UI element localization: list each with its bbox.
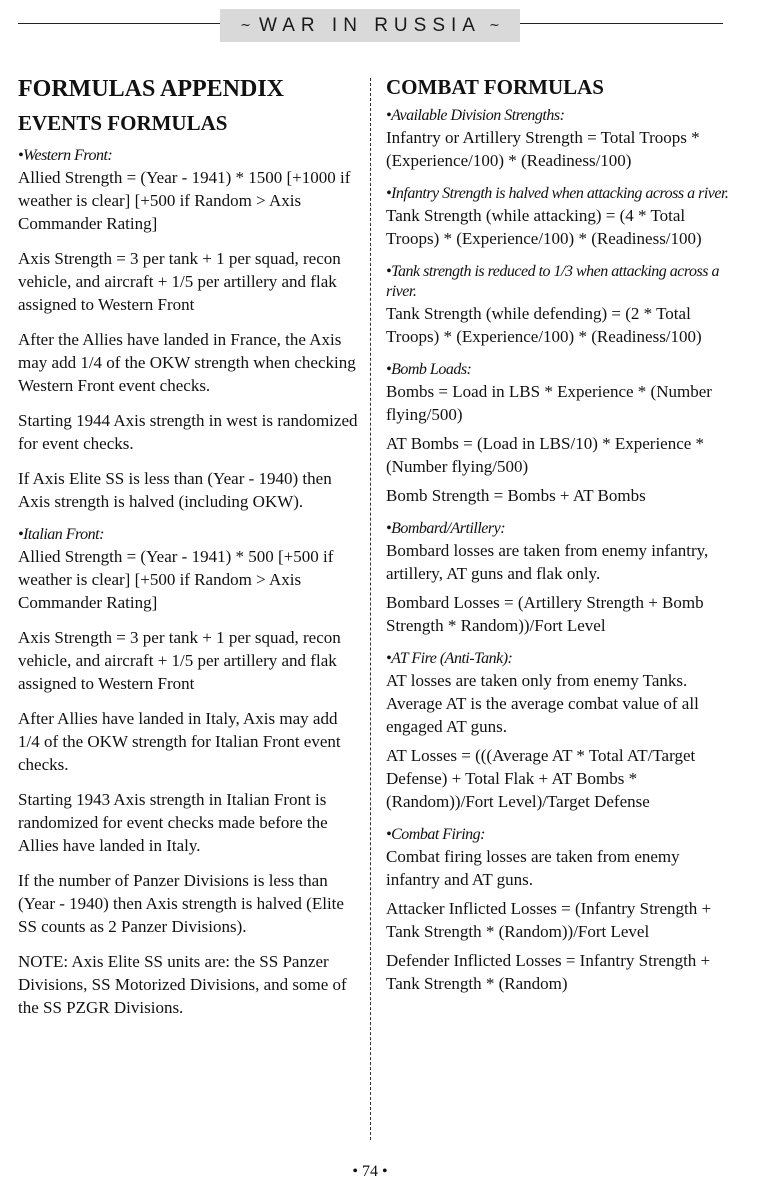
right-column [386, 74, 731, 1007]
combat-firing-heading: •Combat Firing: [386, 826, 485, 843]
bombard-losses-formula: Bombard Losses = (Artillery Strength + Bomb Strength * Random))/Fort Level [386, 593, 704, 635]
italian-front-section [18, 525, 363, 1019]
western-elite-ss-note: If Axis Elite SS is less than (Year - 1940) then Axis strength is halved (including OKW). [18, 469, 332, 511]
bomb-strength-formula: Bomb Strength = Bombs + AT Bombs [386, 486, 646, 505]
italian-okw-note: After Allies have landed in Italy, Axis may add 1/4 of the OKW strength for Italian Front event checks. [18, 709, 341, 774]
western-axis-strength: Axis Strength = 3 per tank + 1 per squad, recon vehicle, and aircraft + 1/5 per artillery and flak assigned to Western Front [18, 249, 341, 314]
header-banner [220, 9, 520, 42]
at-fire-heading: •AT Fire (Anti-Tank): [386, 650, 513, 667]
at-fire-note: AT losses are taken only from enemy Tanks. Average AT is the average combat value of all engaged AT guns. [386, 671, 699, 736]
bombs-formula: Bombs = Load in LBS * Experience * (Number flying/500) [386, 382, 712, 424]
at-bombs-formula: AT Bombs = (Load in LBS/10) * Experience * (Number flying/500) [386, 434, 705, 476]
running-title: WAR IN RUSSIA [259, 14, 481, 36]
western-1944-note: Starting 1944 Axis strength in west is randomized for event checks. [18, 411, 358, 453]
bombard-note: Bombard losses are taken from enemy infantry, artillery, AT guns and flak only. [386, 541, 709, 583]
italian-panzer-note: If the number of Panzer Divisions is less than (Year - 1940) then Axis strength is halved (Elite SS counts as 2 Panzer Divisions). [18, 871, 344, 936]
italian-allied-strength: Allied Strength = (Year - 1941) * 500 [+500 if weather is clear] [+500 if Random > Axis Commander Rating] [18, 547, 334, 612]
western-okw-note: After the Allies have landed in France, the Axis may add 1/4 of the OKW strength when checking Western Front event checks. [18, 330, 356, 395]
at-losses-formula: AT Losses = (((Average AT * Total AT/Target Defense) + Total Flak + AT Bombs * (Random))/Fort Level)/Target Defense [386, 746, 696, 811]
tank-defending-formula: Tank Strength (while defending) = (2 * Total Troops) * (Experience/100) * (Readiness/100) [386, 304, 702, 346]
available-strengths-heading: •Available Division Strengths: [386, 107, 565, 124]
header-rule-right [520, 23, 723, 24]
appendix-title: FORMULAS APPENDIX [18, 76, 285, 102]
combat-firing-note: Combat firing losses are taken from enemy infantry and AT guns. [386, 847, 680, 889]
infantry-artillery-formula: Infantry or Artillery Strength = Total Troops * (Experience/100) * (Readiness/100) [386, 128, 700, 170]
western-front-section [18, 146, 363, 513]
swash-left-icon: ~ [240, 18, 252, 33]
western-allied-strength: Allied Strength = (Year - 1941) * 1500 [+1000 if weather is clear] [+500 if Random > Axis Commander Rating] [18, 168, 351, 233]
western-front-heading: •Western Front: [18, 147, 113, 164]
left-column [18, 74, 363, 1031]
combat-heading: COMBAT FORMULAS [386, 75, 604, 99]
infantry-halved-heading: •Infantry Strength is halved when attacking across a river. [386, 185, 729, 202]
italian-1943-note: Starting 1943 Axis strength in Italian Front is randomized for event checks made before the Allies have landed in Italy. [18, 790, 328, 855]
attacker-losses-formula: Attacker Inflicted Losses = (Infantry Strength + Tank Strength * (Random))/Fort Level [386, 899, 712, 941]
elite-ss-note: NOTE: Axis Elite SS units are: the SS Panzer Divisions, SS Motorized Divisions, and some of the SS PZGR Divisions. [18, 952, 347, 1017]
tank-reduced-heading: •Tank strength is reduced to 1/3 when attacking across a river. [386, 263, 719, 300]
bomb-loads-heading: •Bomb Loads: [386, 361, 472, 378]
swash-right-icon: ~ [488, 18, 500, 33]
italian-axis-strength: Axis Strength = 3 per tank + 1 per squad, recon vehicle, and aircraft + 1/5 per artillery and flak assigned to Western Front [18, 628, 341, 693]
header-rule-left [18, 23, 221, 24]
italian-front-heading: •Italian Front: [18, 526, 104, 543]
defender-losses-formula: Defender Inflicted Losses = Infantry Strength + Tank Strength * (Random) [386, 951, 711, 993]
tank-attacking-formula: Tank Strength (while attacking) = (4 * Total Troops) * (Experience/100) * (Readiness/100) [386, 206, 702, 248]
column-divider [370, 78, 371, 1140]
page-number: • 74 • [352, 1163, 388, 1180]
events-heading: EVENTS FORMULAS [18, 111, 228, 135]
bombard-heading: •Bombard/Artillery: [386, 520, 506, 537]
